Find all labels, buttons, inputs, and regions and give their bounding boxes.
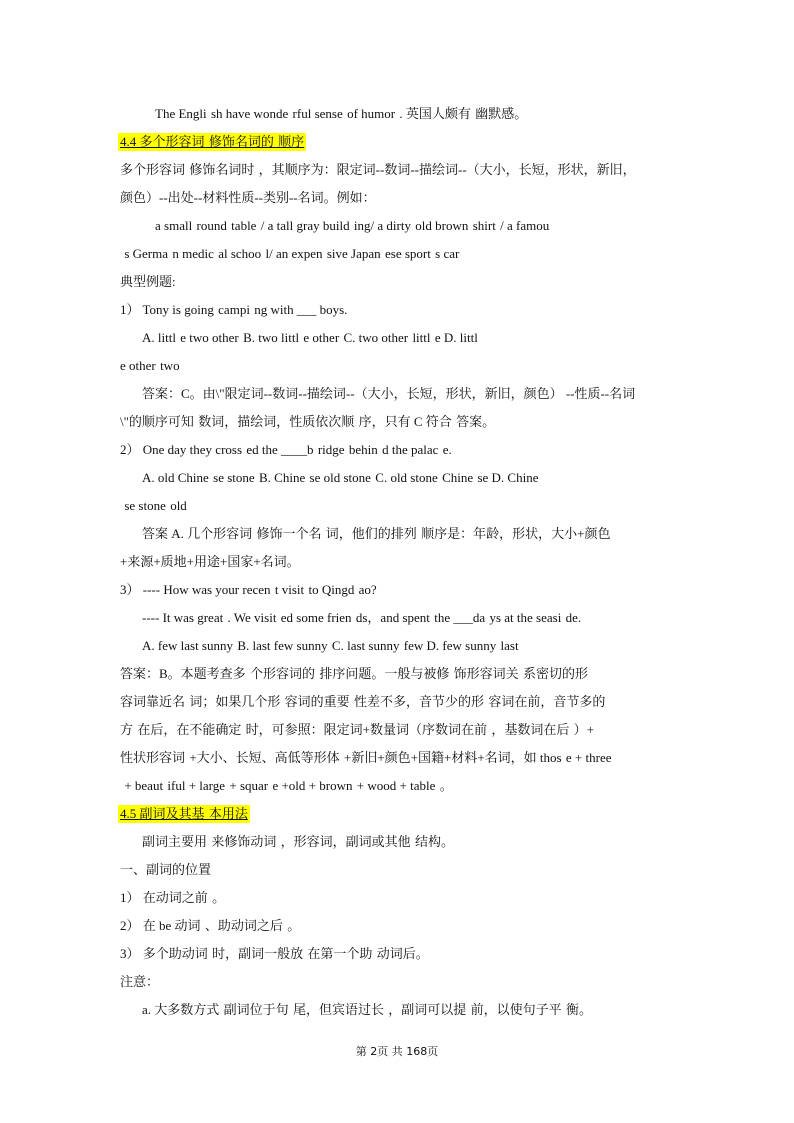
answer-3-cont: + beaut iful + large + squar e +old + brown + wood + table 。 [120,778,453,793]
paragraph-line: 多个形容词 修饰名词时 ，其顺序为：限定词--数词--描绘词--（大小，长短，形状，新旧， [120,162,636,177]
answer-3-cont: 容词靠近名 词；如果几个形 容词的重要 性差不多，音节少的形 容词在前，音节多的 [120,694,606,709]
section-heading-4-4: 4.4 多个形容词 修饰名词的 顺序 [120,134,305,149]
question-2-options-cont: se stone old [120,498,187,513]
paragraph-line: 颜色）--出处--材料性质--类别--名词。例如： [120,190,376,205]
example-line: a small round table / a tall gray build ing/ a dirty old brown shirt / a famou [155,218,550,233]
list-item: 2） 在 be 动词 、助动词之后 。 [120,918,301,933]
example-sentence-humor: The Engli sh have wonde rful sense of humor . 英国人颇有 幽默感。 [155,106,528,121]
answer-2-cont: +来源+质地+用途+国家+名词。 [120,554,300,569]
answer-3-cont: 方 在后，在不能确定 时，可参照：限定词+数量词（序数词在前 ，基数词在后 ）+ [120,722,595,737]
example-line: s Germa n medic al schoo l/ an expen sive Japan ese sport s car [120,246,460,261]
page-footer: 第 2页 共 168页 [355,1045,439,1058]
question-1: 1） Tony is going campi ng with ___ boys. [120,302,348,317]
answer-3: 答案：B。本题考查多 个形容词的 排序问题。一般与被修 饰形容词关 系密切的形 [120,666,590,681]
question-3: 3） ---- How was your recen t visit to Qingd ao? [120,582,377,597]
question-3-line-2: ---- It was great . We visit ed some frien ds，and spent the ___da ys at the seasi de. [142,610,582,625]
typical-examples-label: 典型例题: [120,274,176,289]
question-2: 2） One day they cross ed the ____b ridge behin d the palac e. [120,442,452,457]
question-2-options: A. old Chine se stone B. Chine se old stone C. old stone Chine se D. Chine [142,470,539,485]
answer-3-cont: 性状形容词 +大小、长短、高低等形体 +新旧+颜色+国籍+材料+名词，如 thos e + three [120,750,612,765]
answer-1-cont: \"的顺序可知 数词，描绘词，性质依次顺 序，只有 C 符合 答案。 [120,414,496,429]
note-item: a. 大多数方式 副词位于句 尾，但宾语过长 ，副词可以提 前，以使句子平 衡。 [142,1002,592,1017]
question-1-options: A. littl e two other B. two littl e other C. two other littl e D. littl [142,330,479,345]
list-item: 3） 多个助动词 时，副词一般放 在第一个助 动词后。 [120,946,429,961]
question-1-options-cont: e other two [120,358,180,373]
note-label: 注意： [120,974,160,989]
list-item: 1） 在动词之前 。 [120,890,226,905]
question-3-options: A. few last sunny B. last few sunny C. last sunny few D. few sunny last [142,638,519,653]
answer-2: 答案 A. 几个形容词 修饰一个名 词，他们的排列 顺序是：年龄，形状，大小+颜色 [142,526,611,541]
section-heading-4-5: 4.5 副词及其基 本用法 [120,806,248,821]
paragraph-line: 副词主要用 来修饰动词 ，形容词，副词或其他 结构。 [142,834,455,849]
subheading-adverb-position: 一、副词的位置 [120,862,213,877]
answer-1: 答案：C。由\"限定词--数词--描绘词--（大小，长短，形状，新旧，颜色） --性质--名词 [142,386,636,401]
